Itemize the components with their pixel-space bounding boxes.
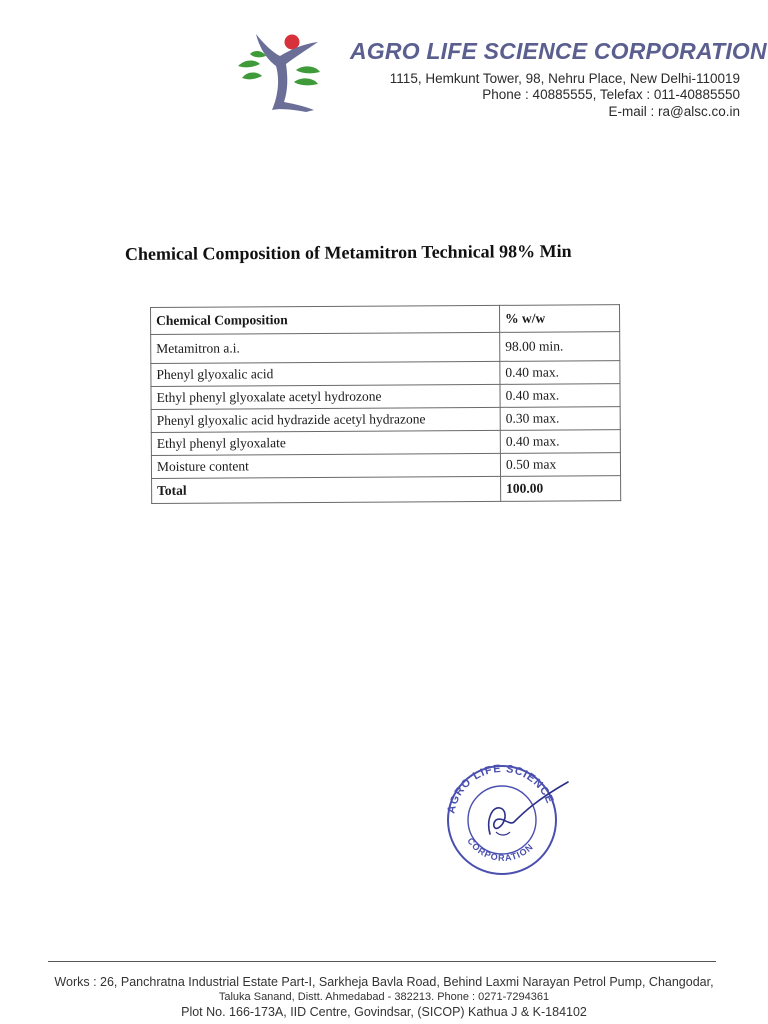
- company-phone: Phone : 40885555, Telefax : 011-40885550: [482, 87, 740, 102]
- company-email: E-mail : ra@alsc.co.in: [608, 104, 740, 119]
- total-label: Total: [152, 476, 501, 503]
- company-seal-icon: [440, 762, 580, 878]
- footer-divider: [48, 961, 716, 962]
- table-row: [151, 407, 620, 433]
- row-name: Ethyl phenyl glyoxalate: [151, 430, 500, 455]
- table-header-row: [151, 305, 620, 335]
- row-value: 0.40 max.: [500, 430, 620, 454]
- table-row: [151, 453, 620, 479]
- table-total-row: [152, 476, 621, 504]
- footer-plot-address: Plot No. 166-173A, IID Centre, Govindsar, (SICOP) Kathua J & K-184102: [181, 1005, 587, 1019]
- row-value: 0.30 max.: [500, 407, 620, 431]
- svg-text:CORPORATION: [465, 836, 535, 863]
- seal-text-top: AGRO LIFE SCIENCE: [445, 762, 556, 815]
- footer-works-address: Works : 26, Panchratna Industrial Estate Part-I, Sarkheja Bavla Road, Behind Laxmi Narayan Petrol Pump, Changodar,: [54, 975, 714, 989]
- composition-table: [150, 304, 621, 504]
- header-percent-ww: % w/w: [499, 305, 619, 333]
- row-value: 0.40 max.: [500, 361, 620, 385]
- total-value: 100.00: [501, 476, 621, 502]
- table-row: [151, 361, 620, 387]
- row-value: 98.00 min.: [500, 332, 620, 362]
- svg-text:AGRO LIFE SCIENCE: [445, 763, 556, 815]
- table-row: [151, 430, 620, 456]
- document-title: Chemical Composition of Metamitron Technical 98% Min: [124, 240, 572, 264]
- row-value: 0.40 max.: [500, 384, 620, 408]
- row-name: Phenyl glyoxalic acid hydrazide acetyl hydrazone: [151, 407, 500, 432]
- row-value: 0.50 max: [500, 453, 620, 477]
- seal-text-bottom: CORPORATION: [465, 835, 536, 863]
- footer-taluka-address: Taluka Sanand, Distt. Ahmedabad - 382213. Phone : 0271-7294361: [218, 991, 550, 1003]
- row-name: Phenyl glyoxalic acid: [151, 361, 500, 386]
- company-logo-icon: [236, 30, 326, 114]
- table-row: [151, 332, 620, 364]
- table-row: [151, 384, 620, 410]
- company-name: AGRO LIFE SCIENCE CORPORATION: [350, 38, 767, 64]
- row-name: Ethyl phenyl glyoxalate acetyl hydrozone: [151, 384, 500, 409]
- header-chemical-composition: Chemical Composition: [151, 305, 500, 334]
- company-address: 1115, Hemkunt Tower, 98, Nehru Place, New Delhi-110019: [389, 71, 740, 86]
- row-name: Metamitron a.i.: [151, 332, 500, 363]
- row-name: Moisture content: [151, 453, 500, 478]
